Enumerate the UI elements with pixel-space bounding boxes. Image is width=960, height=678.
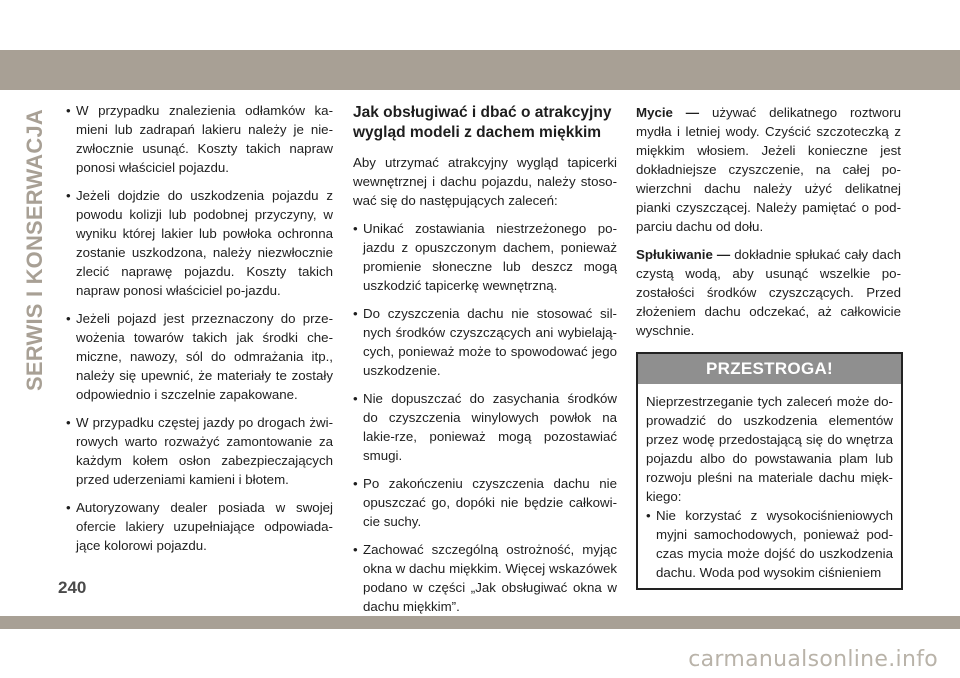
list-item: • Nie dopuszczać do zasychania środków do czyszczenia winylowych powłok na lakie-rze, ponieważ mogą pozostawiać smugi. — [353, 391, 617, 463]
intro-paragraph: Aby utrzymać atrakcyjny wygląd tapicerki wewnętrznej i dachu pojazdu, należy stoso-wać się do następujących zaleceń: — [353, 155, 617, 208]
watermark-text: carmanualsonline.info — [688, 647, 938, 672]
section-heading: Jak obsługiwać i dbać o atrakcyjny wygląd modeli z dachem miękkim — [353, 104, 612, 141]
header-band — [0, 50, 960, 90]
list-item: • Po zakończeniu czyszczenia dachu nie opuszczać go, dopóki nie będzie całkowi-cie suchy. — [353, 476, 617, 529]
washing-label: Mycie — — [636, 105, 700, 120]
side-section-title: SERWIS I KONSERWACJA — [22, 109, 47, 391]
list-item: • W przypadku częstej jazdy po drogach żwi- rowych warto rozważyć zamontowanie za każdym kołem osłon zabezpieczających przed uderzeniami kamieni i błotem. — [66, 415, 333, 487]
rinsing-label: Spłukiwanie — — [636, 247, 731, 262]
list-item: • Jeżeli dojdzie do uszkodzenia pojazdu z powodu kolizji lub podobnej przyczyny, w wyniku której lakier lub powłoka ochronna zostanie uszkodzona, należy niezwłocznie zlecić naprawę pojazdu. Koszty takich napraw ponosi właściciel po-jazdu. — [66, 188, 333, 298]
page-number: 240 — [58, 578, 87, 597]
list-item: • Do czyszczenia dachu nie stosować sil- nych środków czyszczących ani wybielają-cych, ponieważ może to spowodować jego uszkodzenie. — [353, 306, 617, 378]
column-left — [66, 101, 333, 564]
list-item: • Zachować szczególną ostrożność, myjąc okna w dachu miękkim. Więcej wskazówek podano w części „Jak obsługiwać okna w dachu miękkim”. — [353, 542, 617, 614]
warning-body — [638, 384, 901, 588]
warning-box — [636, 352, 903, 590]
washing-paragraph: Mycie — używać delikatnego roztworu mydła i letniej wody. Czyścić szczoteczką z miękkim włosiem. Jeżeli konieczne jest dokładniejsze czyszczenie, na całej po-wierzchni dachu należy użyć delikatnej pianki czyszczącej. Należy pamiętać o pod-parciu dachu od dołu. — [636, 105, 901, 234]
list-item: • Autoryzowany dealer posiada w swojej ofercie lakiery uzupełniające odpowiada-jące kolorowi pojazdu. — [66, 500, 333, 553]
side-section-tab — [18, 100, 52, 400]
warning-text: Nieprzestrzeganie tych zaleceń może do-prowadzić do uszkodzenia elementów przez wodę przedostającą się do wnętrza pojazdu albo do powstawania plam lub rozwoju pleśni na materiale dachu mięk-kiego: — [646, 394, 893, 504]
list-item: • Jeżeli pojazd jest przeznaczony do prze- wożenia towarów takich jak środki che-miczne, nawozy, sól do odmrażania itp., należy się upewnić, że materiały te zostały odpowiednio i szczelnie zapakowane. — [66, 311, 333, 402]
rinsing-paragraph: Spłukiwanie — dokładnie spłukać cały dach czystą wodą, aby usunąć wszelkie po-zostałości środków czyszczących. Przed złożeniem dachu odczekać, aż całkowicie wyschnie. — [636, 247, 901, 338]
list-item: • Unikać zostawiania niestrzeżonego po- jazdu z opuszczonym dachem, ponieważ promienie słoneczne lub deszcz mogą uszkodzić tapicerkę wewnętrzną. — [353, 221, 617, 293]
warning-title: PRZESTROGA! — [638, 354, 901, 384]
list-item: • W przypadku znalezienia odłamków ka- mieni lub zadrapań lakieru należy je nie-zwłocznie usunąć. Koszty takich napraw ponosi właściciel pojazdu. — [66, 103, 333, 175]
warning-list-item: • Nie korzystać z wysokociśnieniowych myjni samochodowych, ponieważ pod-czas mycia może dojść do uszkodzenia dachu. Woda pod wysokim ciśnieniem — [646, 508, 893, 580]
column-middle — [353, 103, 617, 625]
footer-band — [0, 616, 960, 629]
column-right — [636, 103, 901, 590]
